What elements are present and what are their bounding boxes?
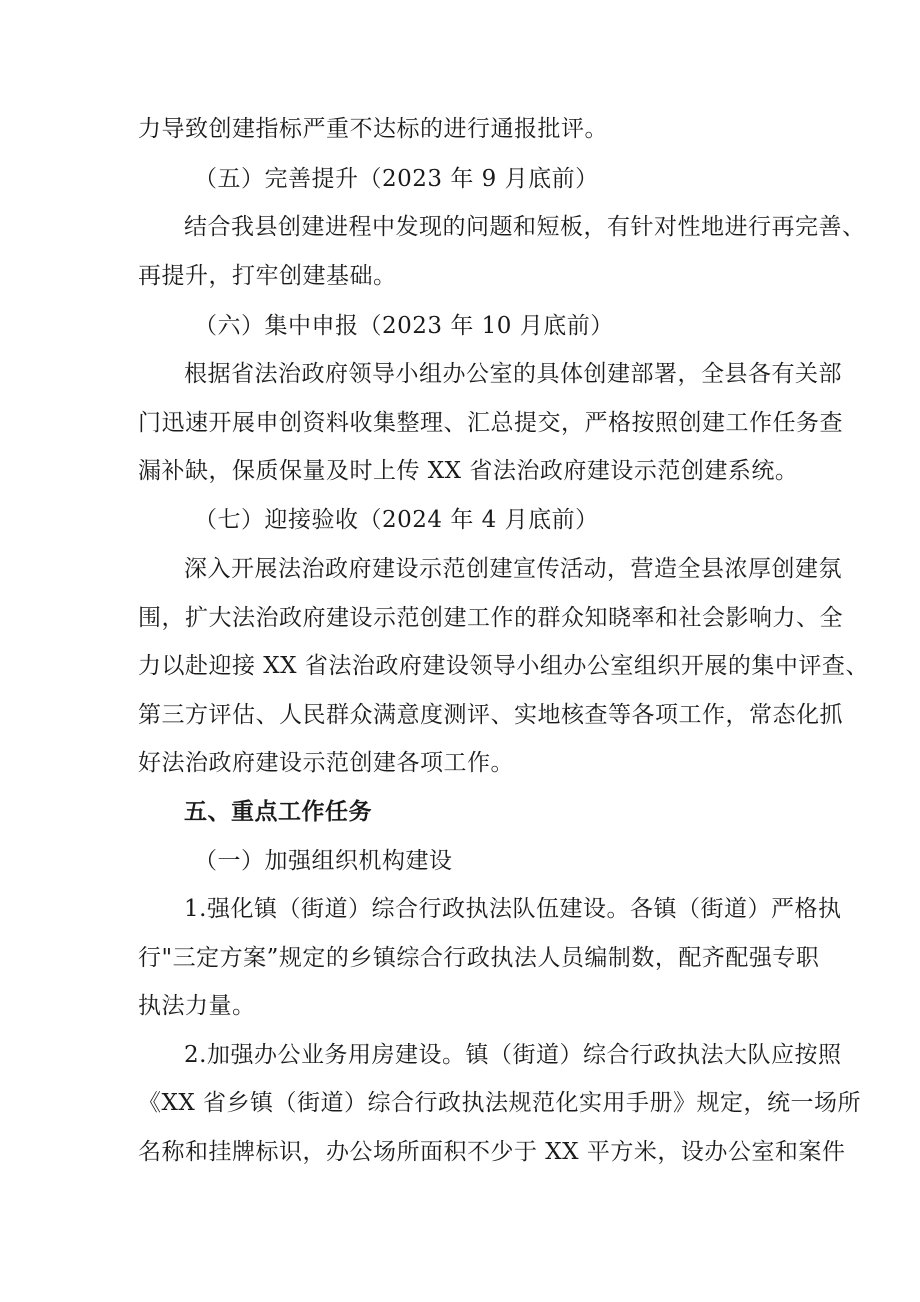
paragraph-line: 名称和挂牌标识，办公场所面积不少于 XX 平方米，设办公室和案件 bbox=[138, 1139, 846, 1165]
section-heading: 五、重点工作任务 bbox=[184, 798, 372, 825]
subheading-5: （五）完善提升（2023 年 9 月底前） bbox=[194, 166, 599, 192]
paragraph-line: 好法治政府建设示范创建各项工作。 bbox=[138, 750, 514, 776]
subheading-6: （六）集中申报（2023 年 10 月底前） bbox=[194, 313, 614, 339]
paragraph-line: 再提升，打牢创建基础。 bbox=[138, 263, 397, 289]
paragraph-line: 第三方评估、人民群众满意度测评、实地核查等各项工作，常态化抓 bbox=[138, 702, 843, 728]
paragraph-line: 行"三定方案”规定的乡镇综合行政执法人员编制数，配齐配强专职 bbox=[138, 945, 820, 971]
paragraph-line: 根据省法治政府领导小组办公室的具体创建部署，全县各有关部 bbox=[184, 361, 842, 387]
paragraph-line: 漏补缺，保质保量及时上传 XX 省法治政府建设示范创建系统。 bbox=[138, 458, 799, 484]
paragraph-line: 围，扩大法治政府建设示范创建工作的群众知晓率和社会影响力、全 bbox=[138, 605, 843, 631]
paragraph-line: 力导致创建指标严重不达标的进行通报批评。 bbox=[138, 116, 608, 142]
subheading-7: （七）迎接验收（2024 年 4 月底前） bbox=[194, 507, 599, 533]
subheading-1: （一）加强组织机构建设 bbox=[194, 848, 453, 874]
paragraph-line: 执法力量。 bbox=[138, 993, 256, 1019]
paragraph-line: 结合我县创建进程中发现的问题和短板，有针对性地进行再完善、 bbox=[184, 214, 866, 240]
paragraph-line: 门迅速开展申创资料收集整理、汇总提交，严格按照创建工作任务查 bbox=[138, 410, 843, 436]
paragraph-line: 1.强化镇（街道）综合行政执法队伍建设。各镇（街道）严格执 bbox=[184, 896, 842, 922]
paragraph-line: 力以赴迎接 XX 省法治政府建设领导小组办公室组织开展的集中评查、 bbox=[138, 653, 869, 679]
paragraph-line: 深入开展法治政府建设示范创建宣传活动，营造全县浓厚创建氛 bbox=[184, 556, 842, 582]
paragraph-line: 2.加强办公业务用房建设。镇（街道）综合行政执法大队应按照 bbox=[184, 1042, 842, 1068]
paragraph-line: 《XX 省乡镇（街道）综合行政执法规范化实用手册》规定，统一场所 bbox=[138, 1090, 862, 1116]
